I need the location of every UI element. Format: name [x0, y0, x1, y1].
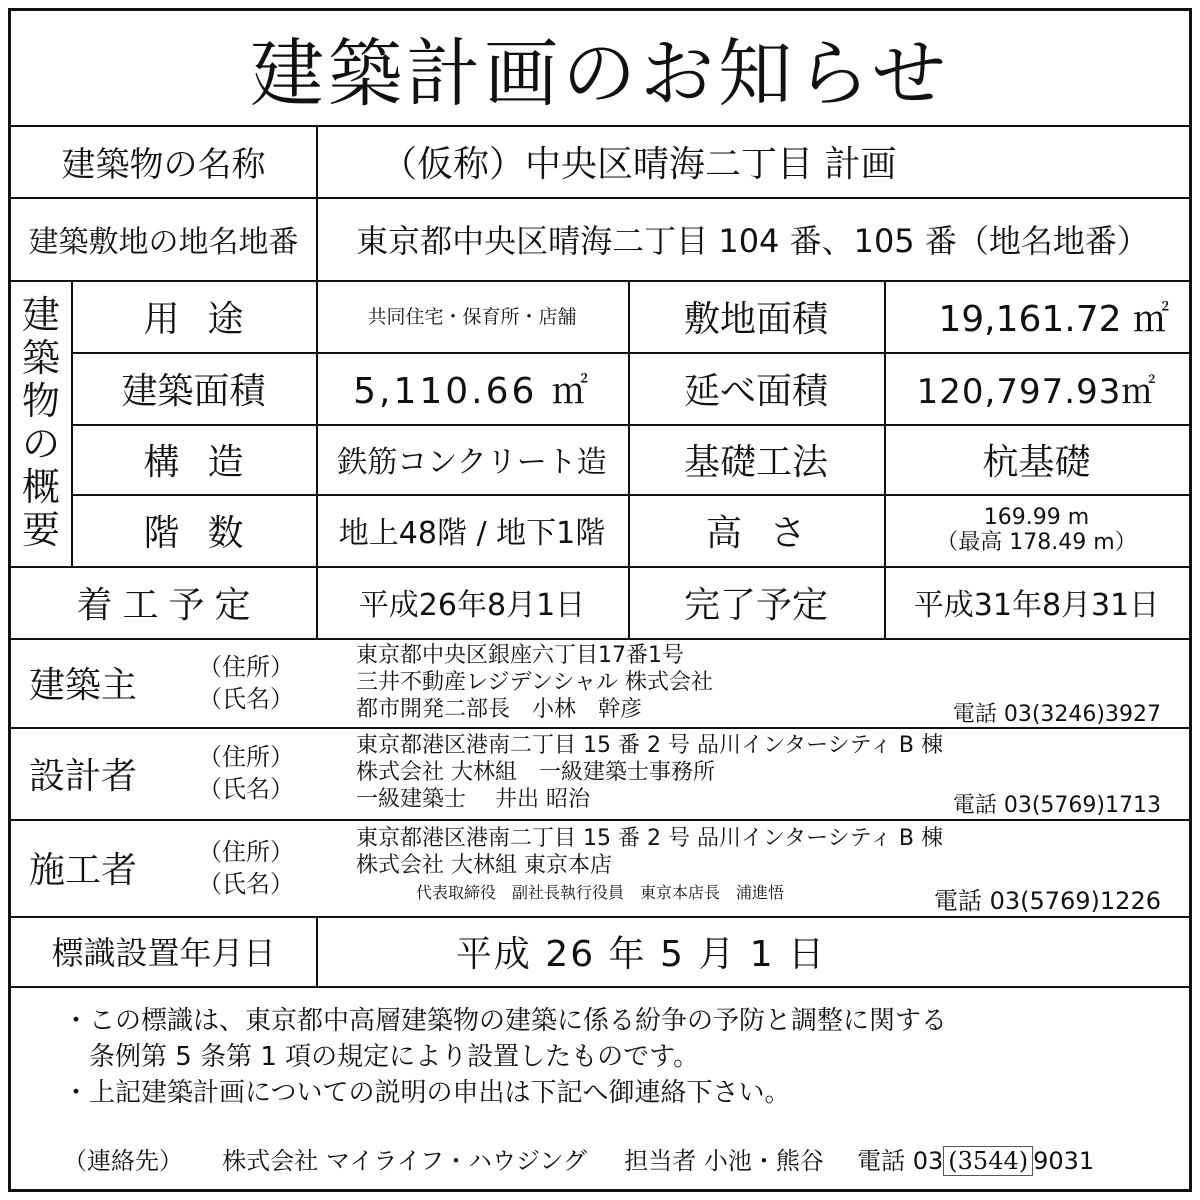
overview-side-char: 物	[21, 379, 60, 423]
designer-company: 株式会社 大林組 一級建築士事務所	[356, 760, 715, 785]
site-address-label: 建築敷地の地名地番	[28, 224, 299, 260]
construction-notice-sign	[8, 8, 1192, 1192]
note-line: 条例第 5 条第 1 項の規定により設置したものです。	[63, 1042, 700, 1072]
contact-phone-box: (3544)	[943, 1146, 1033, 1176]
start-label: 着工予定	[76, 584, 261, 626]
total-floor-area-value: 120,797.93㎡	[916, 371, 1157, 412]
designer-label: 設計者	[29, 755, 138, 797]
start-value: 平成26年8月1日	[358, 588, 586, 623]
overview-side-label	[11, 280, 71, 566]
designer-sub-labels	[186, 727, 306, 819]
designer-address: 東京都港区港南二丁目 15 番 2 号 品川インターシティ B 棟	[356, 733, 943, 758]
total-floor-area-label: 延べ面積	[683, 370, 828, 412]
address-sub-label: （住所）	[198, 837, 294, 866]
contractor-sub-labels	[186, 819, 306, 916]
overview-side-char: 築	[21, 336, 60, 380]
height-value	[884, 494, 1189, 566]
structure-value: 鉄筋コンクリート造	[337, 445, 607, 480]
site-area-label: 敷地面積	[683, 298, 828, 340]
site-area-value: 19,161.72 ㎡	[938, 298, 1169, 340]
contractor-address: 東京都港区港南二丁目 15 番 2 号 品川インターシティ B 棟	[356, 826, 943, 851]
sign-date-label: 標識設置年月日	[51, 934, 276, 972]
note-line: ・この標識は、東京都中高層建築物の建築に係る紛争の予防と調整に関する	[63, 1006, 948, 1036]
overview-side-char: 建	[21, 293, 60, 337]
completion-value: 平成31年8月31日	[913, 588, 1160, 623]
floors-value: 地上48階 / 地下1階	[338, 516, 606, 551]
name-sub-label: （氏名）	[198, 684, 294, 713]
notice-notes	[63, 1003, 947, 1111]
owner-company: 三井不動産レジデンシャル 株式会社	[356, 670, 714, 695]
note-line: ・上記建築計画についての説明の申出は下記へ御連絡下さい。	[63, 1078, 791, 1108]
contact-phone-prefix: 電話 03	[857, 1147, 944, 1175]
address-sub-label: （住所）	[198, 743, 294, 771]
usage-label: 用途	[143, 298, 272, 340]
designer-architect: 一級建築士 井出 昭治	[356, 787, 590, 812]
site-address-value: 東京都中央区晴海二丁目 104 番、105 番（地名地番）	[356, 221, 1149, 260]
contractor-label: 施工者	[29, 850, 138, 891]
owner-representative: 都市開発二部長 小林 幹彦	[356, 697, 643, 722]
building-name-value: （仮称）中央区晴海二丁目 計画	[381, 143, 897, 185]
contractor-representative: 代表取締役 副社長執行役員 東京本店長 浦進悟	[416, 883, 785, 902]
contact-label: （連絡先）	[63, 1147, 183, 1175]
overview-side-char: の	[21, 422, 60, 466]
owner-label: 建築主	[29, 665, 138, 706]
address-sub-label: （住所）	[198, 652, 294, 681]
owner-sub-labels	[186, 638, 306, 727]
building-area-label: 建築面積	[121, 370, 266, 412]
owner-phone: 電話 03(3246)3927	[952, 702, 1161, 727]
designer-details	[356, 732, 943, 813]
building-name-label: 建築物の名称	[61, 144, 266, 185]
notice-title: 建築計画のお知らせ	[250, 31, 950, 117]
contact-info	[63, 1141, 1094, 1176]
structure-label: 構造	[143, 441, 272, 483]
name-sub-label: （氏名）	[198, 775, 294, 803]
foundation-method-value: 杭基礎	[982, 441, 1091, 483]
designer-phone: 電話 03(5769)1713	[952, 793, 1161, 818]
height-value-max: （最高 178.49 m）	[936, 530, 1137, 555]
contact-person: 担当者 小池・熊谷	[624, 1147, 824, 1175]
height-value-main: 169.99 m	[983, 505, 1090, 530]
foundation-method-label: 基礎工法	[683, 441, 828, 483]
overview-side-char: 要	[21, 508, 60, 552]
owner-address: 東京都中央区銀座六丁目17番1号	[356, 643, 684, 668]
contractor-company: 株式会社 大林組 東京本店	[356, 853, 612, 878]
usage-value: 共同住宅・保育所・店舗	[367, 306, 577, 328]
building-area-value: 5,110.66 ㎡	[353, 370, 591, 412]
contractor-details	[356, 825, 943, 906]
contractor-phone: 電話 03(5769)1226	[933, 887, 1161, 915]
contact-company: 株式会社 マイライフ・ハウジング	[222, 1147, 587, 1175]
name-sub-label: （氏名）	[198, 869, 294, 898]
overview-side-char: 概	[21, 465, 60, 509]
sign-date-value: 平成 26 年 5 月 1 日	[455, 933, 827, 975]
divider	[11, 986, 1189, 988]
contact-phone-suffix: 9031	[1033, 1147, 1095, 1175]
owner-details	[356, 642, 713, 723]
completion-label: 完了予定	[683, 584, 828, 626]
floors-label: 階数	[143, 512, 272, 554]
height-label: 高さ	[705, 512, 834, 554]
